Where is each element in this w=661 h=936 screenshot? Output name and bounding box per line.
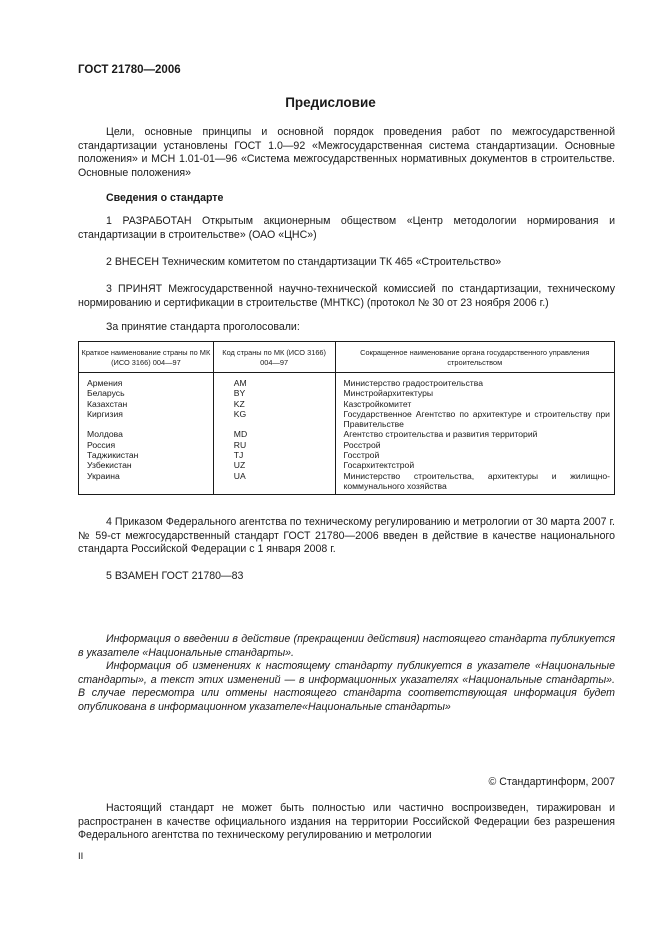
cell-org: Министерство строительства, архитектуры и жилищно-коммунального хозяйства (335, 471, 614, 495)
info-heading: Сведения о стандарте (106, 192, 224, 204)
table-row (79, 399, 615, 409)
table-row (79, 450, 615, 460)
cell-org: Минстройархитектуры (335, 388, 614, 398)
intro-paragraph (78, 126, 615, 180)
table-row (79, 471, 615, 495)
cell-code: RU (213, 440, 335, 450)
reproduction-paragraph (78, 802, 615, 843)
item-1-text: 1 РАЗРАБОТАН Открытым акционерным обществом «Центр методологии нормирования и стандартизации в строительстве» (ОАО «ЦНС») (78, 215, 615, 241)
item-2-text: 2 ВНЕСЕН Техническим комитетом по стандартизации ТК 465 «Строительство» (106, 256, 502, 268)
item-4-paragraph (78, 516, 615, 557)
item-4-text: 4 Приказом Федерального агентства по техническому регулированию и метрологии от 30 марта 2007 г. № 59-ст межгосударственный стандарт ГОСТ 21780—2006 введен в действие в качестве национального стандарта Российской Федерации с 1 января 2008 г. (78, 516, 615, 556)
voting-table (78, 341, 615, 495)
document-id: ГОСТ 21780—2006 (78, 64, 181, 76)
cell-country: Армения (79, 373, 214, 389)
header-country: Краткое наименование страны по МК (ИСО 3166) 004—97 (79, 342, 214, 373)
cell-country: Таджикистан (79, 450, 214, 460)
cell-code: UA (213, 471, 335, 495)
header-code: Код страны по МК (ИСО 3166) 004—97 (213, 342, 335, 373)
cell-org: Госархитектстрой (335, 460, 614, 470)
table-row (79, 460, 615, 470)
cell-code: TJ (213, 450, 335, 460)
cell-country: Казахстан (79, 399, 214, 409)
item-5-text: 5 ВЗАМЕН ГОСТ 21780—83 (106, 570, 244, 582)
cell-country: Молдова (79, 429, 214, 439)
cell-country: Украина (79, 471, 214, 495)
cell-org: Государственное Агентство по архитектуре и строительству при Правительстве (335, 409, 614, 430)
cell-org: Казстройкомитет (335, 399, 614, 409)
cell-org: Росстрой (335, 440, 614, 450)
cell-code: BY (213, 388, 335, 398)
table-header-row (79, 342, 615, 373)
copyright-line: © Стандартинформ, 2007 (488, 776, 615, 788)
cell-org: Министерство градостроительства (335, 373, 614, 389)
cell-code: UZ (213, 460, 335, 470)
header-org: Сокращенное наименование органа государственного управления строительством (335, 342, 614, 373)
item-3-text: 3 ПРИНЯТ Межгосударственной научно-технической комиссией по стандартизации, техническому нормированию и сертификации в строительстве (МНТКС) (протокол № 30 от 23 ноября 2006 г.) (78, 283, 615, 309)
item-5-paragraph (78, 570, 615, 584)
cell-code: KZ (213, 399, 335, 409)
cell-code: KG (213, 409, 335, 430)
vote-intro-text: За принятие стандарта проголосовали: (106, 321, 300, 333)
table-row (79, 373, 615, 389)
cell-code: AM (213, 373, 335, 389)
vote-intro-paragraph (78, 321, 615, 335)
table-row (79, 388, 615, 398)
item-1-paragraph (78, 215, 615, 242)
intro-text: Цели, основные принципы и основной порядок проведения работ по межгосударственной стандартизации установлены ГОСТ 1.0—92 «Межгосударственная система стандартизации. Основные положения» и МСН 1.01-01—96 «Система межгосударственных нормативных документов в строительстве. Основные положения» (78, 126, 615, 179)
cell-country: Беларусь (79, 388, 214, 398)
notice-1-text: Информация о введении в действие (прекращении действия) настоящего стандарта публикуется в указателе «Национальные стандарты». (78, 633, 615, 659)
table-row (79, 409, 615, 430)
cell-org: Агентство строительства и развития территорий (335, 429, 614, 439)
table-row (79, 429, 615, 439)
notice-1-paragraph (78, 633, 615, 660)
notice-2-paragraph (78, 660, 615, 714)
reproduction-text: Настоящий стандарт не может быть полностью или частично воспроизведен, тиражирован и распространен в качестве официального издания на территории Российской Федерации без разрешения Федерального агентства по техническому регулированию и метрологии (78, 802, 615, 842)
cell-country: Узбекистан (79, 460, 214, 470)
cell-country: Россия (79, 440, 214, 450)
item-3-paragraph (78, 283, 615, 310)
page-number: II (78, 851, 84, 862)
item-2-paragraph (78, 256, 615, 270)
cell-org: Госстрой (335, 450, 614, 460)
notice-2-text: Информация об изменениях к настоящему стандарту публикуется в указателе «Национальные стандарты», а текст этих изменений — в информационных указателях «Национальные стандарты». В случае пересмотра или отмены настоящего стандарта соответствующая информация будет опубликована в информационном указателе«Национальные стандарты» (78, 660, 615, 713)
table-row (79, 440, 615, 450)
cell-code: MD (213, 429, 335, 439)
page-title: Предисловие (285, 95, 376, 110)
cell-country: Киргизия (79, 409, 214, 430)
